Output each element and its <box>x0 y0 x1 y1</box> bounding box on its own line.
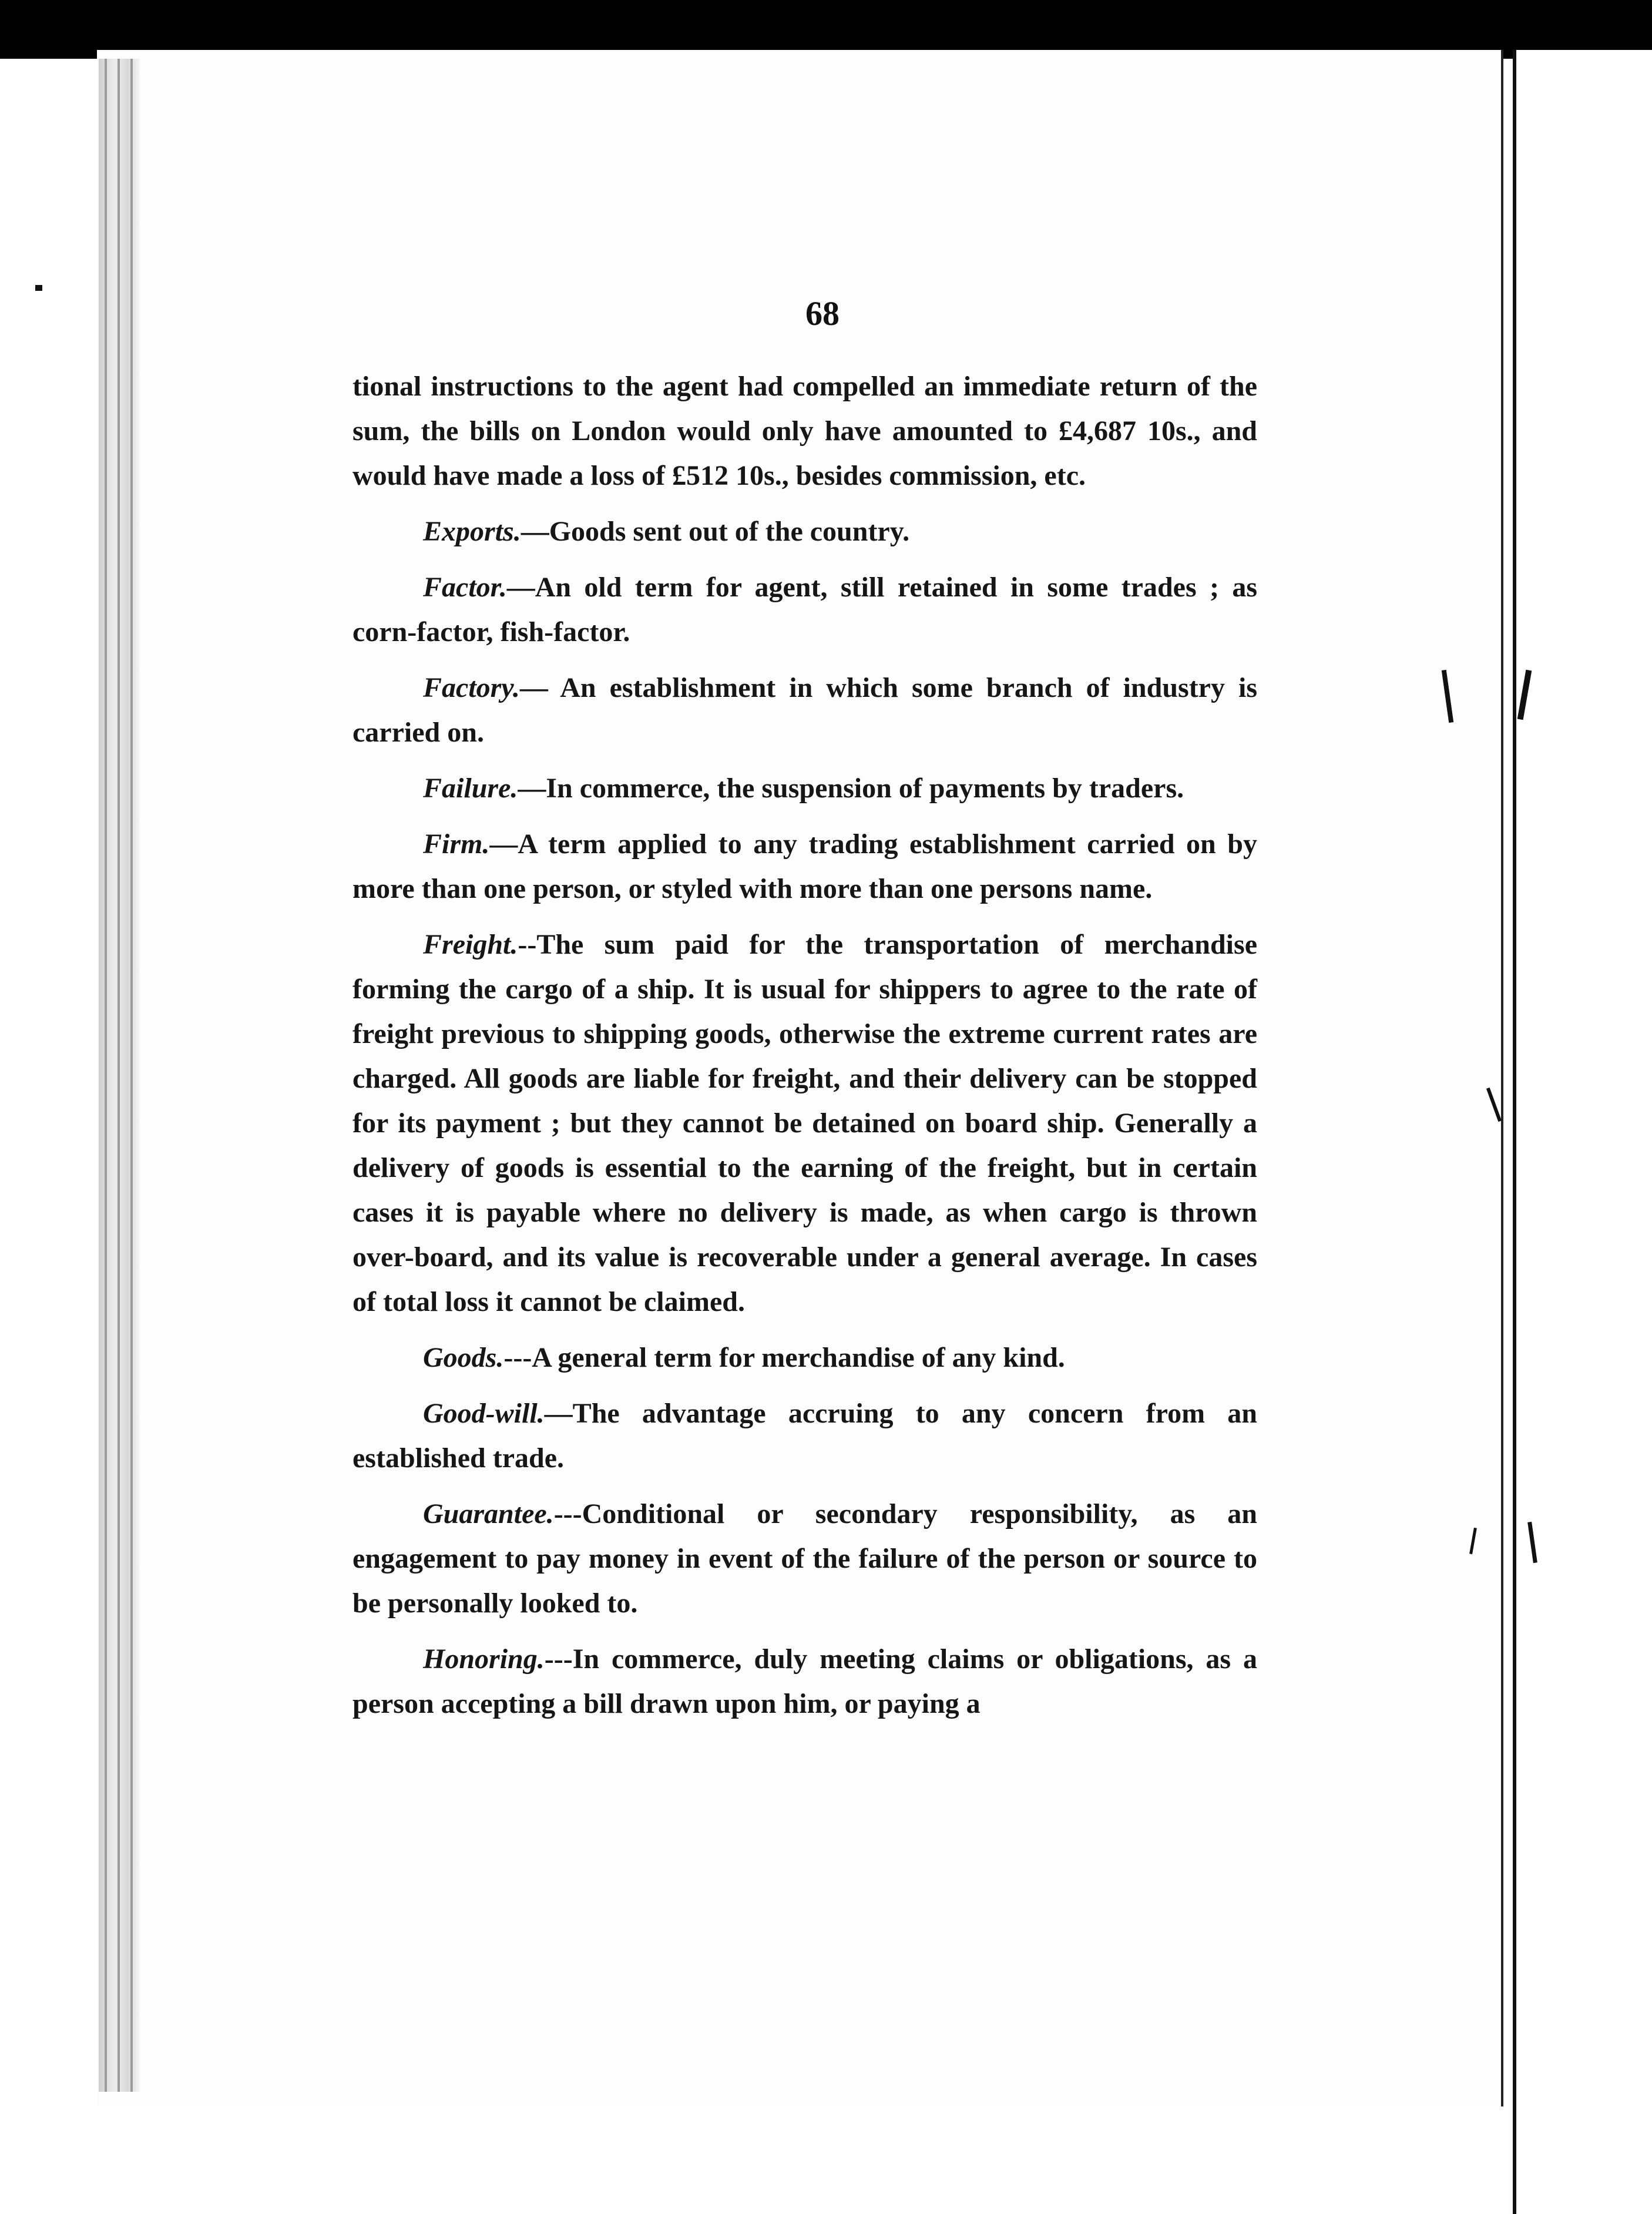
spine-line <box>130 59 133 2092</box>
glossary-entry <box>352 565 1257 655</box>
entry-definition: ---In commerce, duly meeting claims or obligations, as a person accepting a bill drawn upon him, or paying a <box>352 1643 1257 1719</box>
entry-definition: —Goods sent out of the country. <box>521 516 910 547</box>
entry-term: Freight. <box>423 929 518 960</box>
entry-definition: —An old term for agent, still retained in some trades ; as corn-factor, fish-factor. <box>352 572 1257 648</box>
glossary-entry <box>352 666 1257 755</box>
glossary-entry <box>352 922 1257 1324</box>
page-number: 68 <box>805 294 840 333</box>
spine-line <box>117 59 120 2092</box>
glossary-entry <box>352 1492 1257 1626</box>
entry-definition: ---A general term for merchandise of any kind. <box>503 1342 1065 1373</box>
glossary-entry <box>352 1637 1257 1726</box>
entry-term: Good-will. <box>423 1398 545 1429</box>
glossary-entry <box>352 822 1257 911</box>
glossary-entry <box>352 766 1257 811</box>
entry-definition: —In commerce, the suspension of payments by traders. <box>518 773 1184 804</box>
entry-term: Factor. <box>423 572 507 603</box>
page-body <box>352 364 1257 1737</box>
glossary-entry <box>352 1336 1257 1380</box>
adjacent-page-edge <box>1513 50 1652 2214</box>
entry-definition: — An establishment in which some branch of industry is carried on. <box>352 672 1257 748</box>
entry-term: Guarantee. <box>423 1498 554 1529</box>
entry-term: Honoring. <box>423 1643 545 1675</box>
entry-definition: —A term applied to any trading establishment carried on by more than one person, or styled with more than one persons name. <box>352 828 1257 904</box>
entry-term: Factory. <box>423 672 520 703</box>
glossary-entry <box>352 1391 1257 1481</box>
continued-paragraph <box>352 364 1257 498</box>
scan-bottom-margin <box>0 2106 1513 2214</box>
margin-mark <box>35 285 42 291</box>
spine-line <box>105 59 107 2092</box>
entry-definition: —The advantage accruing to any concern from an established trade. <box>352 1398 1257 1474</box>
entry-definition: ---Conditional or secondary responsibility, as an engagement to pay money in event of the failure of the person or source to be personally looked to. <box>352 1498 1257 1619</box>
entry-definition: tional instructions to the agent had compelled an immediate return of the sum, the bills on London would only have amounted to £4,687 10s., and would have made a loss of £512 10s., besides commission, etc. <box>352 371 1257 491</box>
entry-term: Failure. <box>423 773 518 804</box>
entry-term: Exports. <box>423 516 521 547</box>
entry-definition: --The sum paid for the transportation of merchandise forming the cargo of a ship. It is usual for shippers to agree to the rate of freight previous to shipping goods, otherwise the extreme current rates are charged. All goods are liable for freight, and their delivery can be stopped for its payment ; but they cannot be detained on board ship. Generally a delivery of goods is essential to the earning of the freight, but in certain cases it is payable where no delivery is made, as when cargo is thrown over-board, and its value is recoverable under a general average. In cases of total loss it cannot be claimed. <box>352 929 1257 1317</box>
entry-term: Goods. <box>423 1342 504 1373</box>
entry-term: Firm. <box>423 828 490 860</box>
glossary-entry <box>352 509 1257 554</box>
